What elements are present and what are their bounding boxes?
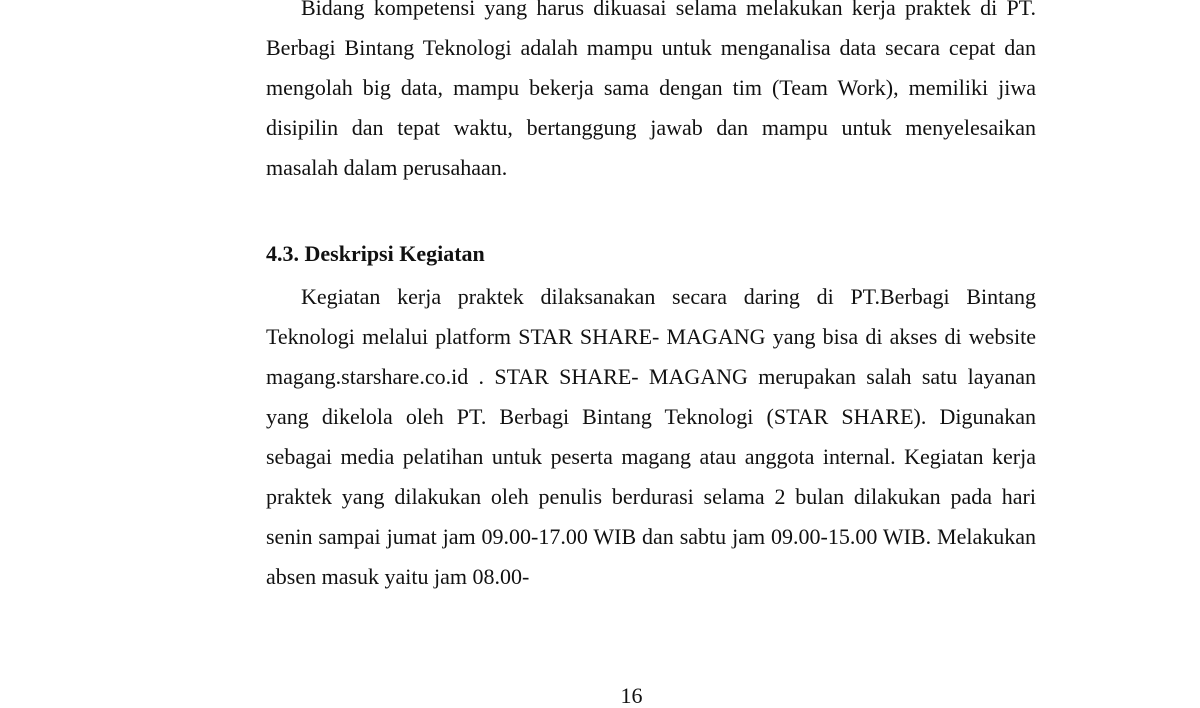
page-number: 16 (620, 683, 643, 708)
competency-paragraph: Bidang kompetensi yang harus dikuasai selama melakukan kerja praktek di PT. Berbagi Bintang Teknologi adalah mampu untuk menganalisa data secara cepat dan mengolah big data, mampu bekerja sama dengan tim (Team Work), memiliki jiwa disipilin dan tepat waktu, bertanggung jawab dan mampu untuk menyelesaikan masalah dalam perusahaan. (266, 0, 1036, 180)
section-heading: 4.3. Deskripsi Kegiatan (266, 241, 485, 266)
activity-description-paragraph: Kegiatan kerja praktek dilaksanakan secara daring di PT.Berbagi Bintang Teknologi melalui platform STAR SHARE- MAGANG yang bisa di akses di website magang.starshare.co.id . STAR SHARE- MAGANG merupakan salah satu layanan yang dikelola oleh PT. Berbagi Bintang Teknologi (STAR SHARE). Digunakan sebagai media pelatihan untuk peserta magang atau anggota internal. Kegiatan kerja praktek yang dilakukan oleh penulis berdurasi selama 2 bulan dilakukan pada hari senin sampai jumat jam 09.00-17.00 WIB dan sabtu jam 09.00-15.00 WIB. Melakukan absen masuk yaitu jam 08.00- (266, 284, 1036, 589)
